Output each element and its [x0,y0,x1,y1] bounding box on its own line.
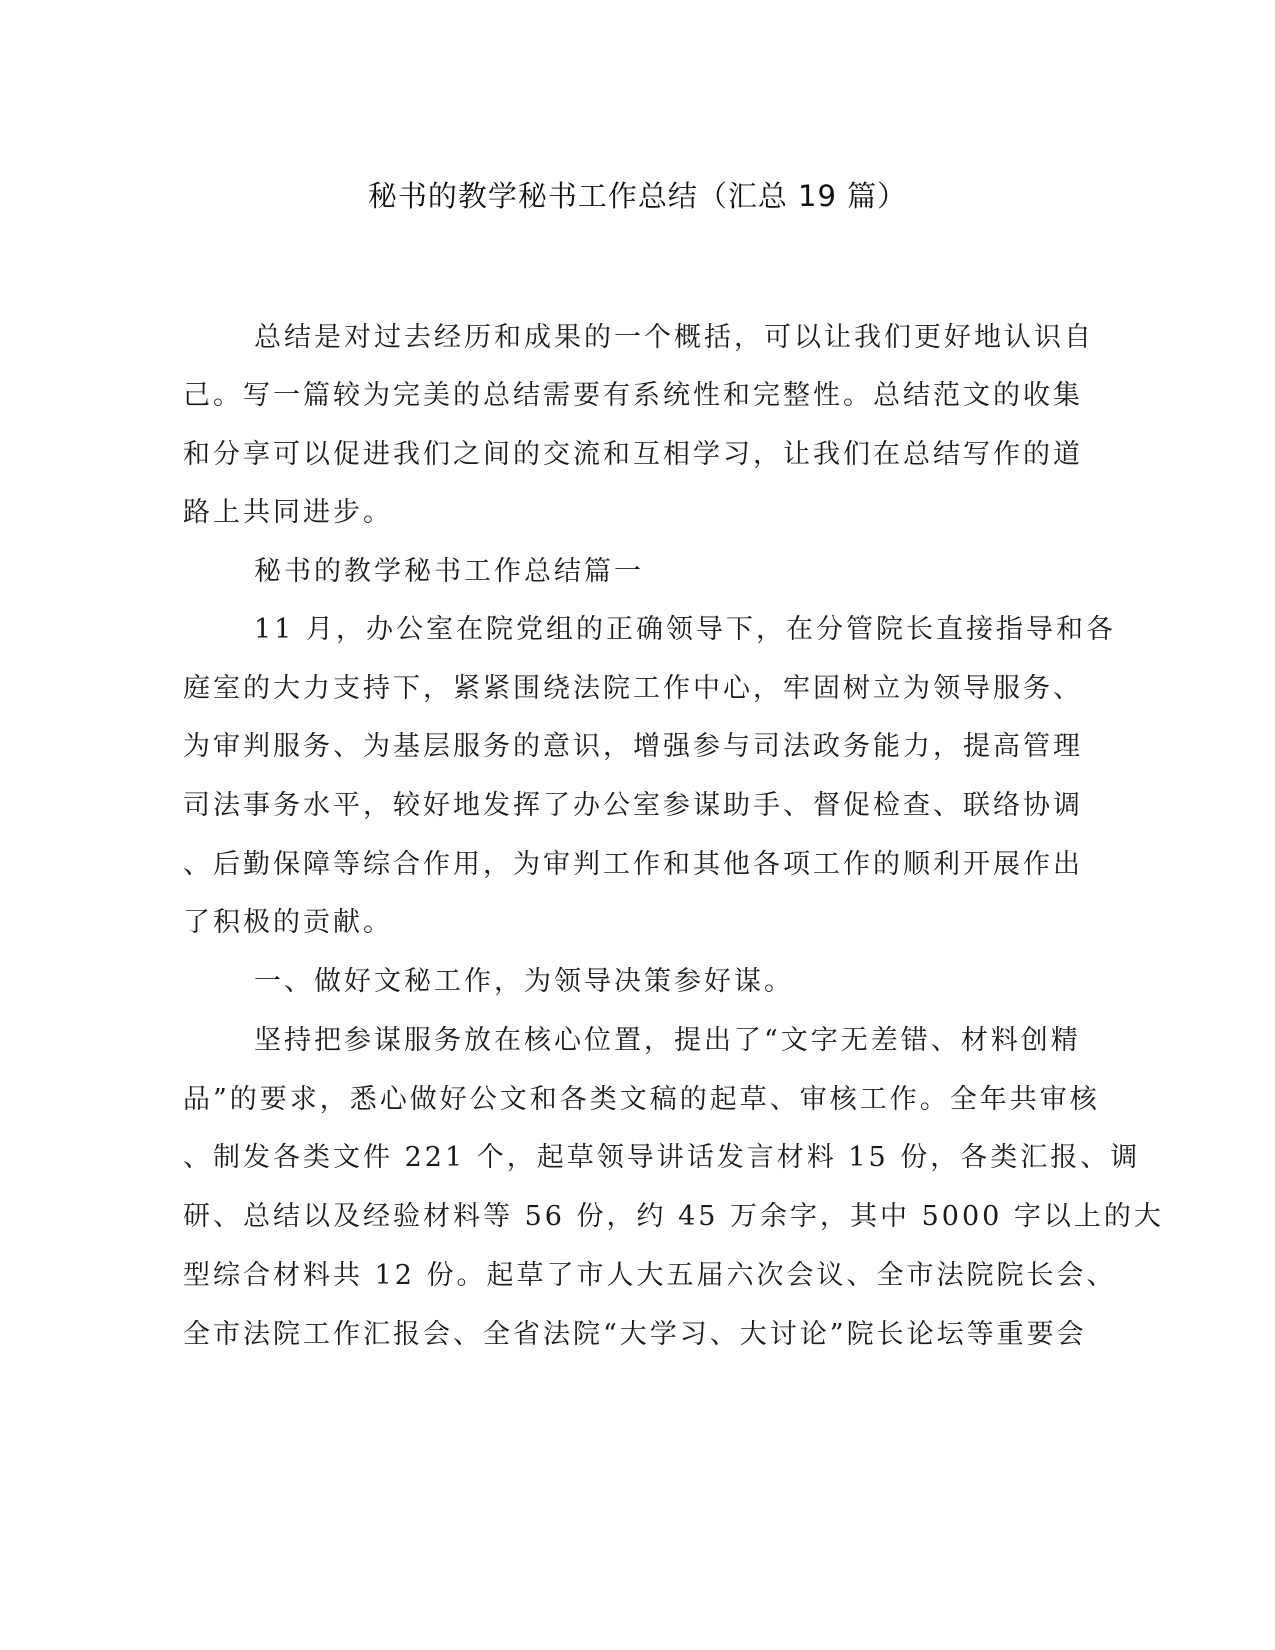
document-title: 秘书的教学秘书工作总结（汇总 19 篇） [367,179,908,213]
paragraph-line: 型综合材料共 12 份。起草了市人大五届六次会议、全市法院院长会、 [183,1260,1117,1291]
paragraph-line: 坚持把参谋服务放在核心位置，提出了“文字无差错、材料创精 [254,1025,1081,1056]
paragraph-line: 了积极的贡献。 [183,907,393,938]
paragraph-line: 路上共同进步。 [183,497,393,528]
paragraph-line: 、制发各类文件 221 个，起草领导讲话发言材料 15 份，各类汇报、调 [183,1142,1141,1173]
paragraph-line: 总结是对过去经历和成果的一个概括，可以让我们更好地认识自 [254,322,1094,353]
paragraph-line: 全市法院工作汇报会、全省法院“大学习、大讨论”院长论坛等重要会 [183,1319,1087,1350]
paragraph-line: 司法事务水平，较好地发挥了办公室参谋助手、督促检查、联络协调 [183,790,1083,821]
paragraph-line: 和分享可以促进我们之间的交流和互相学习，让我们在总结写作的道 [183,439,1083,470]
subsection-heading: 一、做好文秘工作，为领导决策参好谋。 [254,966,794,997]
paragraph-line: 为审判服务、为基层服务的意识，增强参与司法政务能力，提高管理 [183,731,1083,762]
paragraph-line: 11 月，办公室在院党组的正确领导下，在分管院长直接指导和各 [254,614,1116,645]
section-heading: 秘书的教学秘书工作总结篇一 [254,556,644,587]
paragraph-line: 庭室的大力支持下，紧紧围绕法院工作中心，牢固树立为领导服务、 [183,673,1083,704]
paragraph-line: 、后勤保障等综合作用，为审判工作和其他各项工作的顺利开展作出 [183,849,1083,880]
paragraph-line: 品”的要求，悉心做好公文和各类文稿的起草、审核工作。全年共审核 [183,1084,1100,1115]
paragraph-line: 己。写一篇较为完美的总结需要有系统性和完整性。总结范文的收集 [183,380,1083,411]
paragraph-line: 研、总结以及经验材料等 56 份，约 45 万余字，其中 5000 字以上的大 [183,1201,1164,1232]
